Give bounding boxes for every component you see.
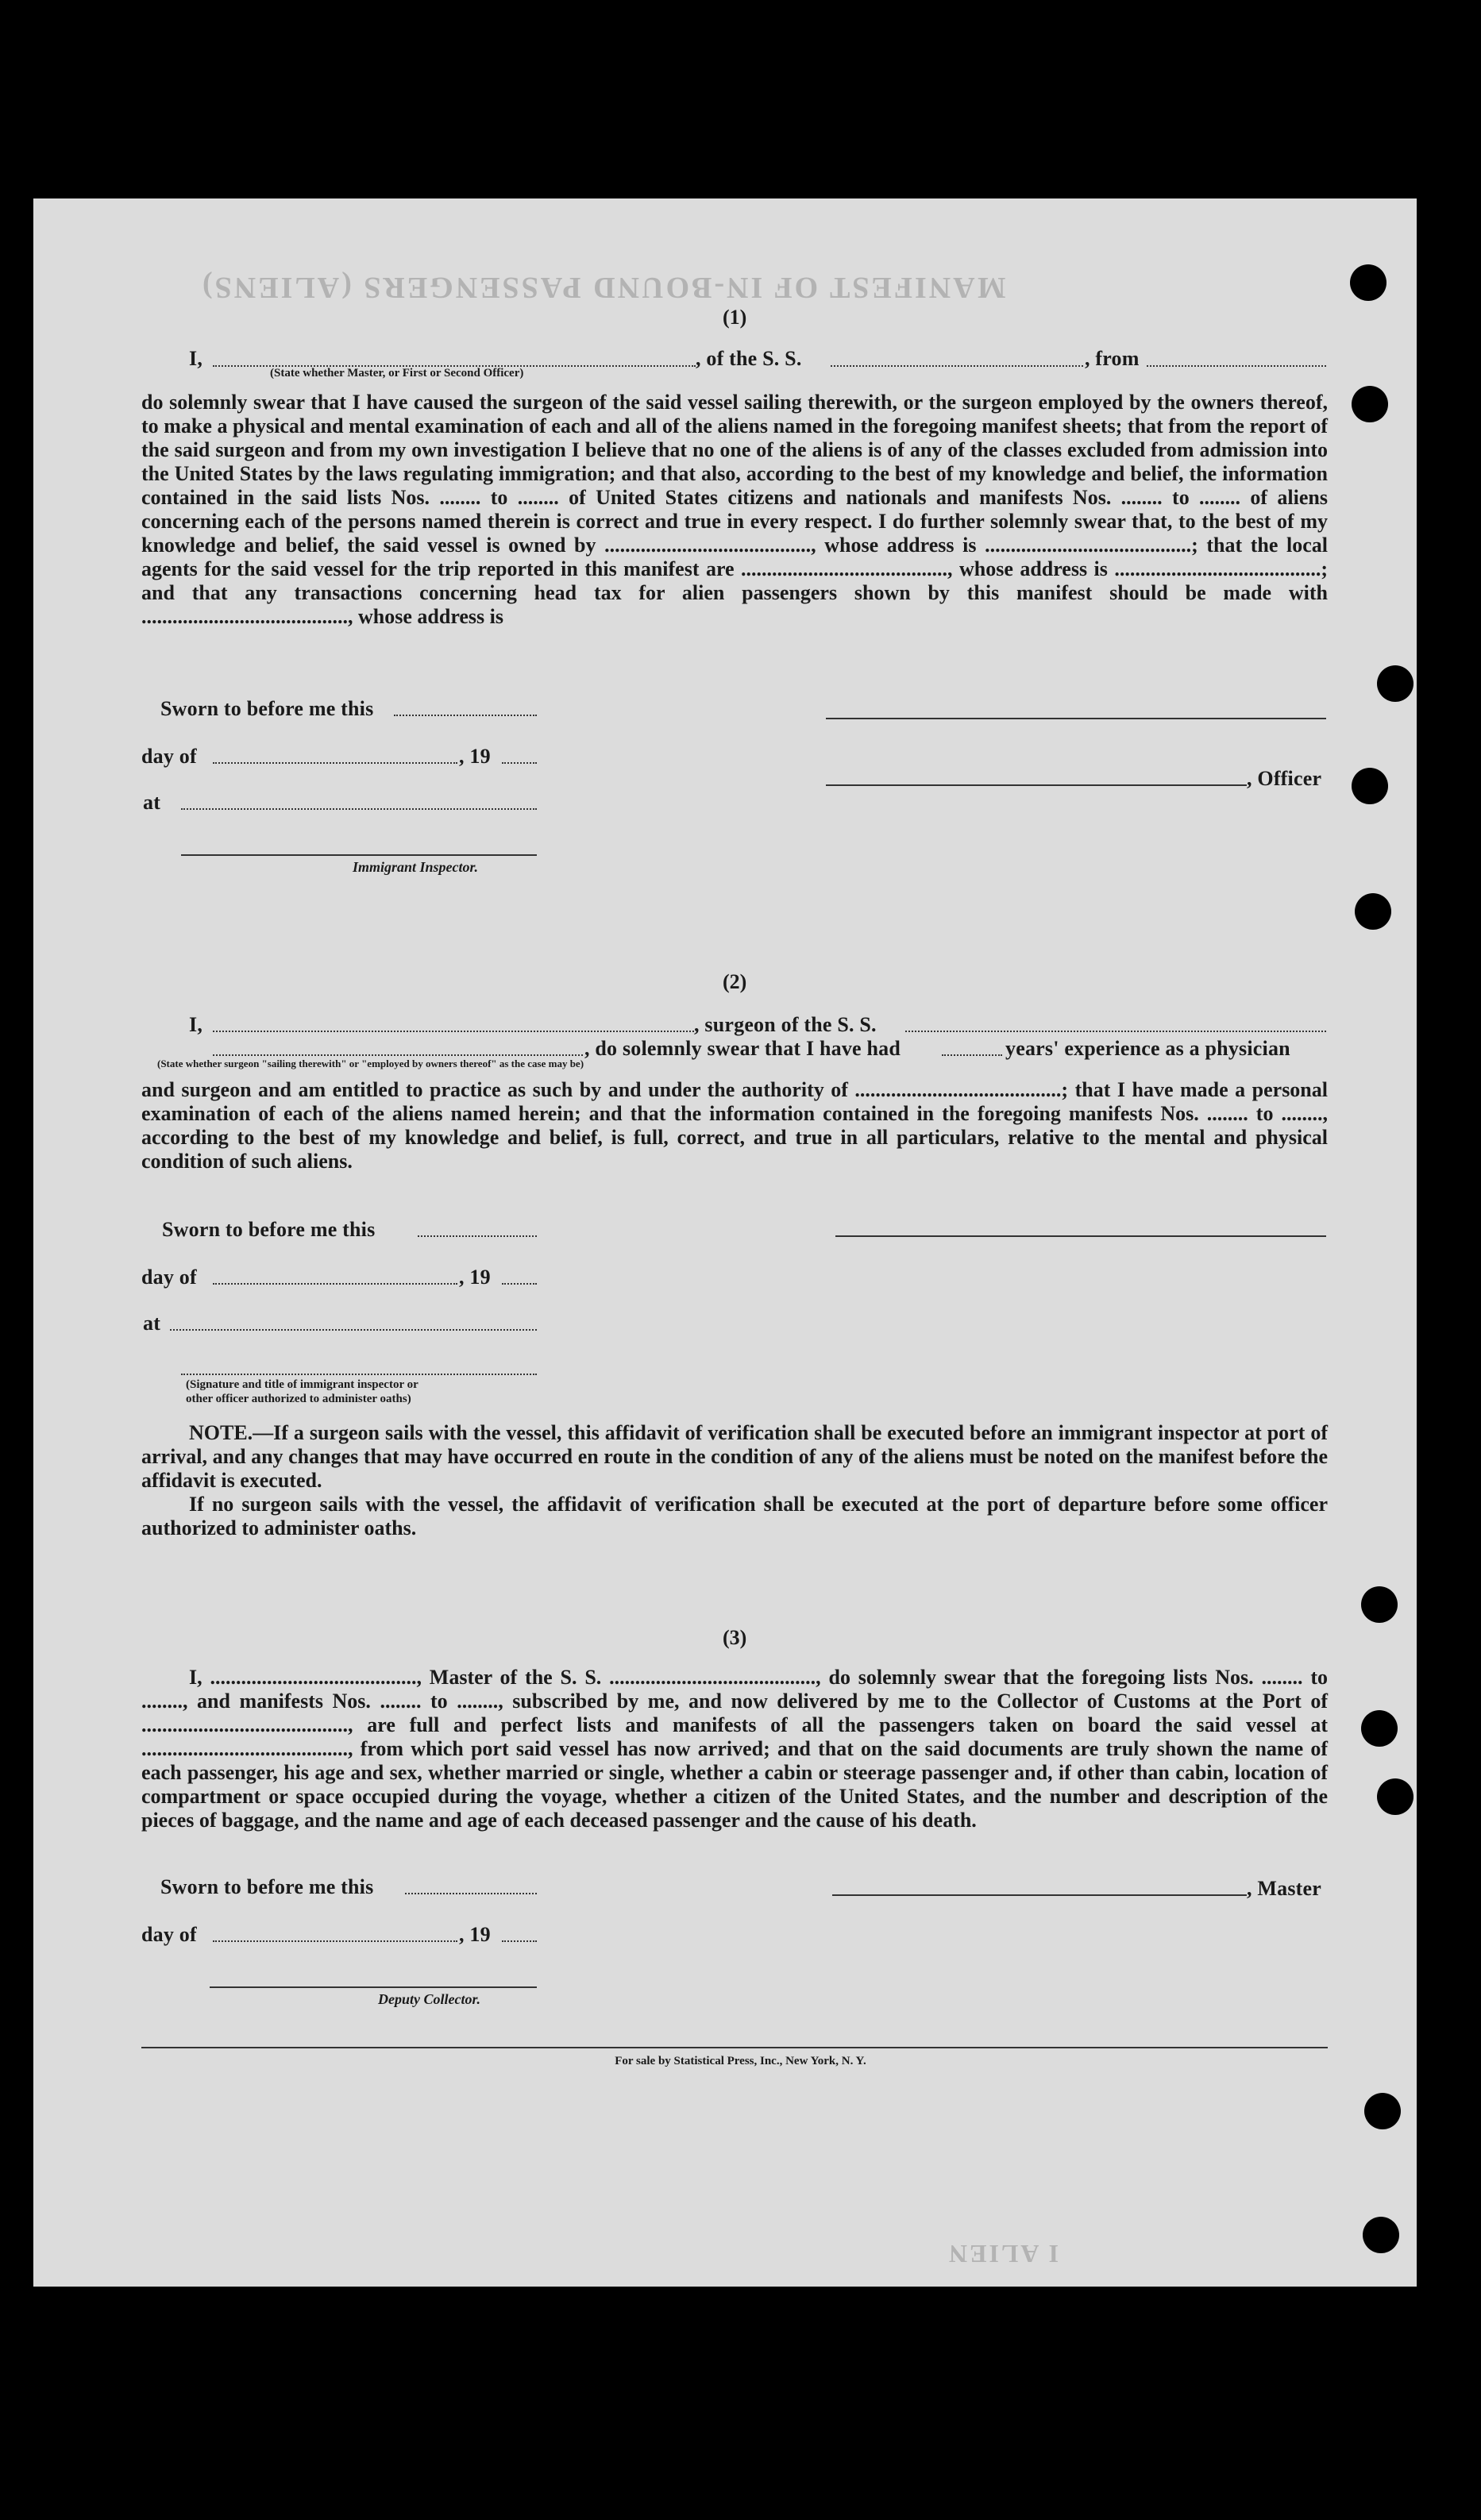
punch-hole (1377, 1778, 1414, 1815)
section-3-year: , 19 (459, 1923, 491, 1946)
signature-caption-1: (Signature and title of immigrant inspector or (186, 1378, 418, 1391)
section-1-officer-signature-top[interactable] (826, 718, 1326, 719)
section-2-note-2: If no surgeon sails with the vessel, the affidavit of verification shall be executed at the port of departure before some officer authorized to administer oaths. (141, 1493, 1328, 1539)
section-1-officer-label: , Officer (1247, 767, 1322, 790)
punch-hole (1352, 386, 1388, 422)
section-1-day-field[interactable] (213, 762, 457, 764)
punch-hole (1361, 1710, 1398, 1747)
surgeon-name-field[interactable] (213, 1031, 694, 1032)
surgeon-signature[interactable] (835, 1235, 1326, 1237)
section-2-note-1: NOTE.—If a surgeon sails with the vessel, this affidavit of verification shall be executed before an immigrant inspector at port of arrival, and any changes that may have occurred en route in the condition of any of the aliens must be noted on the manifest before the affidavit is executed. (141, 1421, 1328, 1492)
section-2-years: years' experience as a physician (1005, 1037, 1290, 1060)
section-2-sworn-field[interactable] (418, 1235, 537, 1237)
section-1-paragraph: do solemnly swear that I have caused the surgeon of the said vessel sailing therewith, or the surgeon employed by the owners thereof, to make a physical and mental examination of each and all of the aliens named in the foregoing manifest sheets; that from the report of the said surgeon and from my own investigation I believe that no one of the aliens is of any of the classes excluded from admission into the United States by the laws regulating immigration; and that also, according to the best of my knowledge and belief, the information contained in the said lists Nos. ........ to ........ of United States citizens and nationals and manifests Nos. ........ to ........ of aliens concerning each of the persons named therein is correct and true in every respect. I do further solemnly swear that, to the best of my knowledge and belief, the said vessel is owned by ........................................, whose address is ........................................; that the local agents for the said vessel for the trip reported in this manifest are ........................................, whose address is ........................................; and that any transactions concerning head tax for alien passengers shown by this manifest should be made with ........................................, whose address is (141, 391, 1328, 628)
section-1-year-field[interactable] (502, 762, 537, 764)
section-2-year-field[interactable] (502, 1283, 537, 1285)
punch-hole (1352, 768, 1388, 804)
section-3-day-of: day of (141, 1923, 197, 1946)
punch-hole (1350, 264, 1387, 301)
punch-hole (1377, 665, 1414, 702)
section-1-day-of: day of (141, 745, 197, 768)
surgeon-caption: (State whether surgeon "sailing therewith" or "employed by owners thereof" as the case may be) (157, 1058, 584, 1069)
section-2-at-field[interactable] (170, 1329, 537, 1331)
section-2-vessel-field[interactable] (905, 1031, 1326, 1032)
section-3-master-label: , Master (1247, 1877, 1321, 1900)
punch-hole (1361, 1586, 1398, 1623)
section-1-inspector-signature[interactable] (181, 854, 537, 856)
section-3-year-field[interactable] (502, 1940, 537, 1942)
vessel-name-field[interactable] (831, 365, 1083, 367)
section-2-inspector-signature[interactable] (181, 1374, 537, 1375)
section-3-number: (3) (723, 1626, 747, 1649)
years-experience-field[interactable] (942, 1054, 1002, 1056)
port-from-field[interactable] (1147, 365, 1326, 367)
master-signature[interactable] (832, 1894, 1247, 1896)
section-2-at: at (143, 1312, 161, 1335)
section-1-number: (1) (723, 306, 747, 329)
bleed-through-header: MANIFEST OF IN-BOUND PASSENGERS (ALIENS) (200, 271, 1006, 304)
section-1-at: at (143, 791, 161, 814)
section-3-sworn-field[interactable] (405, 1893, 537, 1894)
section-2-day-field[interactable] (213, 1283, 457, 1285)
section-2-swear: , do solemnly swear that I have had (584, 1037, 901, 1060)
surgeon-type-field[interactable] (213, 1054, 583, 1056)
punch-hole (1355, 893, 1391, 930)
section-1-sworn-field[interactable] (394, 715, 537, 716)
section-1-sworn: Sworn to before me this (160, 697, 374, 720)
section-1-inspector-caption: Immigrant Inspector. (353, 859, 479, 875)
section-2-year: , 19 (459, 1266, 491, 1289)
footer-rule (141, 2047, 1328, 2048)
punch-hole (1363, 2217, 1399, 2253)
deputy-collector-signature[interactable] (210, 1986, 537, 1988)
section-1-year: , 19 (459, 745, 491, 768)
signature-caption-2: other officer authorized to administer oaths) (186, 1393, 411, 1405)
officer-caption: (State whether Master, or First or Second Officer) (270, 367, 524, 380)
section-1-officer-signature[interactable] (826, 784, 1247, 786)
section-3-paragraph: I, ........................................, Master of the S. S. ........................................, do solemnly swear that the foregoing lists Nos. ........ to ........, and manifests Nos. ........ to ........, subscribed by me, and now delivered by me to the Collector of Customs at the Port of ........................................, are full and perfect lists and manifests of all the passengers taken on board the said vessel at ........................................, from which port said vessel has now arrived; and that on the said documents are truly shown the name of each passenger, his age and sex, whether married or single, whether a cabin or steerage passenger and, if other than cabin, location of compartment or space occupied during the voyage, whether a citizen of the United States, and the number and description of the pieces of baggage, and the name and age of each deceased passenger and the cause of his death. (141, 1666, 1328, 1832)
section-2-surgeon-of: , surgeon of the S. S. (694, 1013, 877, 1036)
section-2-day-of: day of (141, 1266, 197, 1289)
section-3-day-field[interactable] (213, 1940, 457, 1942)
printer-imprint: For sale by Statistical Press, Inc., New York, N. Y. (615, 2055, 866, 2067)
section-2-number: (2) (723, 970, 747, 993)
section-3-sworn: Sworn to before me this (160, 1875, 374, 1898)
section-1-i: I, (189, 347, 203, 370)
section-1-from: , from (1085, 347, 1140, 370)
punch-hole (1364, 2093, 1401, 2129)
section-1-of-ss: , of the S. S. (696, 347, 802, 370)
section-2-i: I, (189, 1013, 203, 1036)
deputy-collector-caption: Deputy Collector. (378, 1991, 480, 2007)
section-2-sworn: Sworn to before me this (162, 1218, 376, 1241)
section-1-at-field[interactable] (181, 808, 537, 810)
section-2-paragraph: and surgeon and am entitled to practice as such by and under the authority of ........................................; that I have made a personal examination of each of the aliens named herein; and that the information contained in the foregoing manifests Nos. ........ to ........, according to the best of my knowledge and belief, is full, correct, and true in all particulars, relative to the mental and physical condition of such aliens. (141, 1078, 1328, 1173)
bleed-through-footer: I ALIEN (947, 2240, 1059, 2268)
